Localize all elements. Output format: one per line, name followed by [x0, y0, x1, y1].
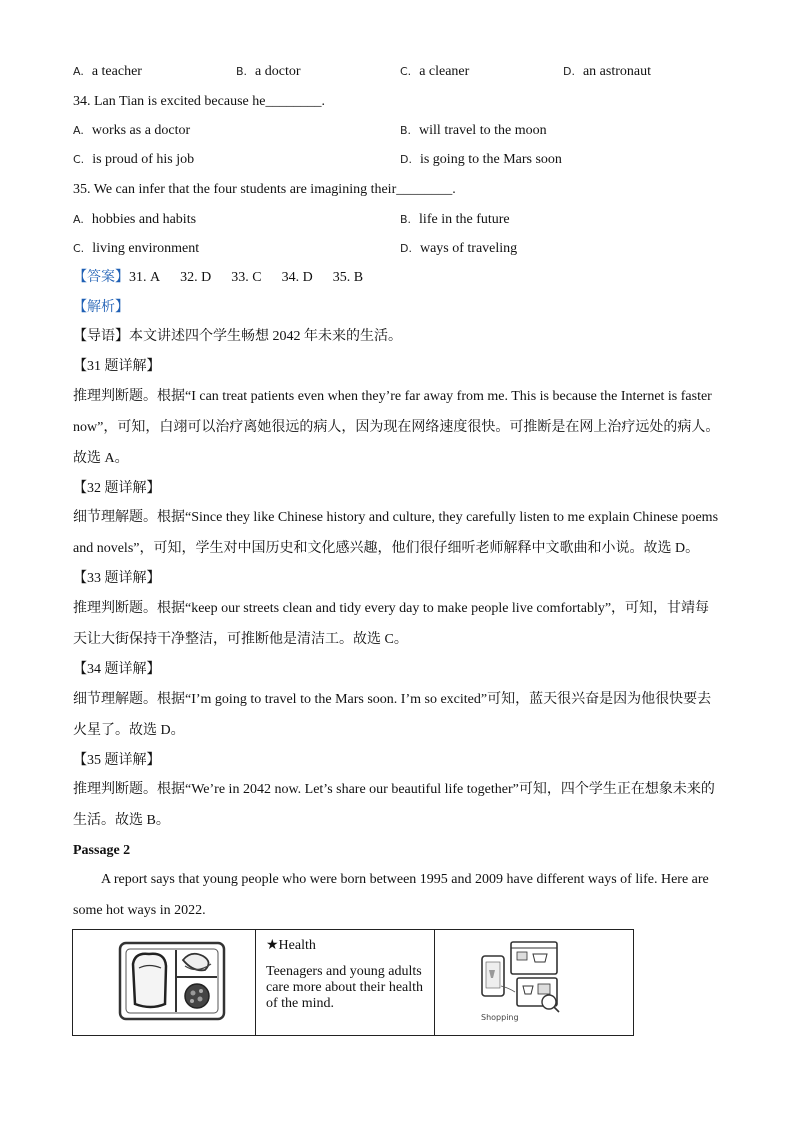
option-letter: C.: [73, 242, 85, 255]
q34-option-c: [73, 150, 194, 170]
option-letter: B.: [400, 124, 412, 137]
hot-ways-table: [72, 929, 634, 1036]
option-text: an astronaut: [582, 64, 651, 79]
option-text: is proud of his job: [92, 152, 195, 167]
option-text: ways of traveling: [419, 241, 518, 256]
answer-item: 34. D: [281, 270, 313, 285]
q32-line: 细节理解题。根据“Since they like Chinese history and culture, they carefully listen to me explain Chinese poems: [73, 510, 719, 525]
analysis-label: 【解析】: [73, 300, 129, 315]
shopping-icon: [435, 930, 633, 1030]
q35-option-a: [73, 210, 196, 230]
answer-item: 31. A: [129, 270, 161, 285]
q35-line: 推理判断题。根据“We’re in 2042 now. Let’s share our beautiful life together”可知，四个学生正在想象未来的: [73, 782, 715, 797]
answer-item: 33. C: [231, 270, 262, 285]
option-text: is going to the Mars soon: [419, 152, 562, 167]
table-row: [73, 930, 634, 1036]
q33-line: 推理判断题。根据“keep our streets clean and tidy every day to make people live comfortably”，可知，甘靖每: [73, 601, 710, 616]
option-letter: D.: [400, 242, 412, 255]
option-text: a doctor: [255, 64, 301, 79]
answer-item: 32. D: [180, 270, 212, 285]
q33-option-d: [563, 62, 651, 82]
option-text: a cleaner: [419, 64, 470, 79]
health-description: Teenagers and young adults care more about their health of the mind.: [266, 964, 424, 1011]
q35-option-d: [400, 239, 517, 259]
shopping-cell: [435, 930, 634, 1036]
option-letter: D.: [563, 65, 575, 78]
q35-stem: 35. We can infer that the four students are imagining their________.: [73, 182, 456, 197]
option-letter: A.: [73, 213, 84, 226]
health-content: [256, 930, 434, 1030]
q34-line: 细节理解题。根据“I’m going to travel to the Mars soon. I’m so excited”可知，蓝天很兴奋是因为他很快要去: [73, 692, 712, 707]
q34-heading: 【34 题详解】: [73, 662, 161, 677]
option-letter: C.: [400, 65, 412, 78]
q33-option-a: [73, 62, 142, 82]
option-text: a teacher: [91, 64, 142, 79]
answer-item: 35. B: [332, 270, 364, 285]
option-letter: D.: [400, 153, 412, 166]
health-title: ★Health: [266, 938, 316, 953]
q35-line: 生活。故选 B。: [73, 813, 170, 828]
q33-line: 天让大街保持干净整洁，可推断他是清洁工。故选 C。: [73, 632, 408, 647]
q35-heading: 【35 题详解】: [73, 753, 161, 768]
q34-option-b: [400, 121, 547, 141]
answer-row: [73, 268, 363, 288]
lunchbox-cell: [73, 930, 256, 1036]
passage-line: some hot ways in 2022.: [73, 903, 206, 918]
answer-label: 【答案】: [73, 270, 129, 285]
option-letter: A.: [73, 65, 84, 78]
health-cell: [256, 930, 435, 1036]
option-letter: B.: [400, 213, 412, 226]
option-text: living environment: [92, 241, 200, 256]
q31-line: 故选 A。: [73, 451, 129, 466]
q34-line: 火星了。故选 D。: [73, 723, 185, 738]
q34-option-d: [400, 150, 562, 170]
q31-line: now”，可知，白翊可以治疗离她很远的病人，因为现在网络速度很快。可推断是在网上治疗远处的病人。: [73, 420, 720, 435]
q31-heading: 【31 题详解】: [73, 359, 161, 374]
passage-line: A report says that young people who were born between 1995 and 2009 have different ways of life. Here are: [101, 872, 709, 887]
option-text: will travel to the moon: [419, 123, 547, 138]
option-text: hobbies and habits: [91, 212, 197, 227]
passage-title: Passage 2: [73, 843, 131, 858]
guide-text: 【导语】本文讲述四个学生畅想 2042 年未来的生活。: [73, 329, 402, 344]
lunchbox-icon: [73, 930, 255, 1030]
option-letter: B.: [236, 65, 248, 78]
q35-option-c: [73, 239, 199, 259]
option-letter: C.: [73, 153, 85, 166]
q34-option-a: [73, 121, 190, 141]
q31-line: 推理判断题。根据“I can treat patients even when they’re far away from me. This is because the Internet is faster: [73, 389, 712, 404]
q33-option-c: [400, 62, 469, 82]
q32-heading: 【32 题详解】: [73, 481, 161, 496]
q35-option-b: [400, 210, 510, 230]
option-text: life in the future: [419, 212, 510, 227]
option-letter: A.: [73, 124, 84, 137]
q34-stem: 34. Lan Tian is excited because he________.: [73, 94, 325, 109]
q32-line: and novels”，可知，学生对中国历史和文化感兴趣，他们很仔细听老师解释中文歌曲和小说。故选 D。: [73, 541, 700, 556]
option-text: works as a doctor: [91, 123, 191, 138]
shopping-caption: Shopping: [481, 1013, 519, 1022]
q33-heading: 【33 题详解】: [73, 571, 161, 586]
q33-option-b: [236, 62, 301, 82]
